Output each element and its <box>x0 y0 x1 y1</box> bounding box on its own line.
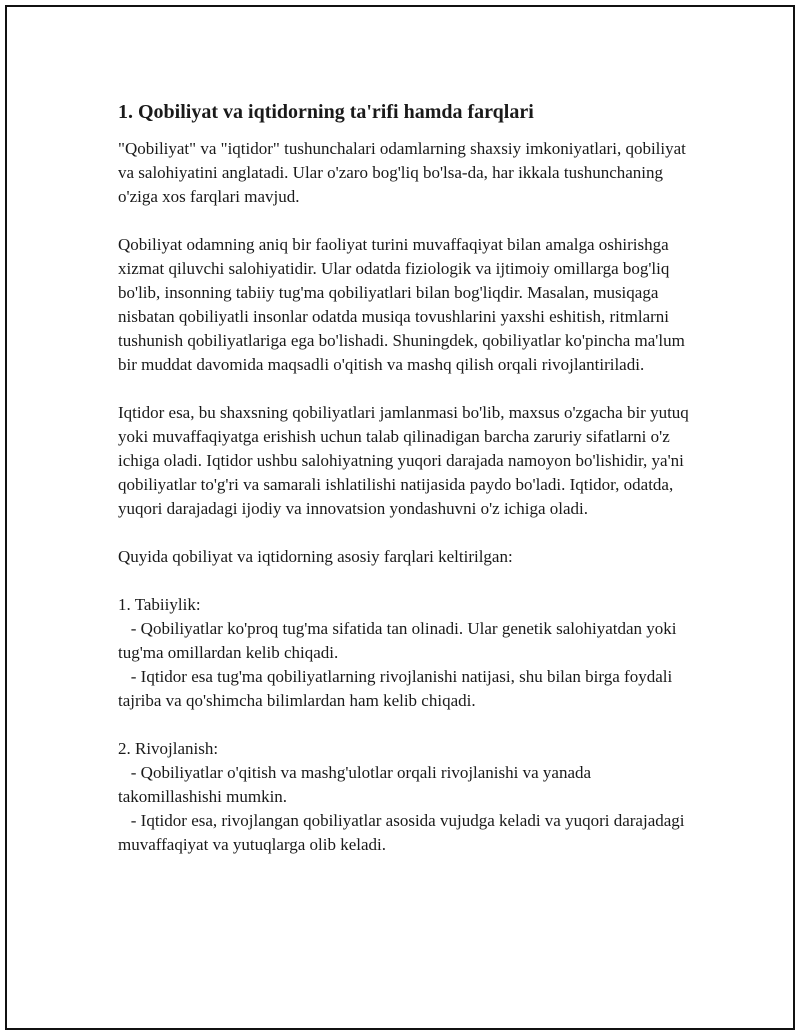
section-heading: 2. Rivojlanish: <box>118 739 219 758</box>
list-item-text: Qobiliyatlar ko'proq tug'ma sifatida tan olinadi. Ular genetik salohiyatdan yoki tug'ma omillardan kelib chiqadi. <box>118 619 677 662</box>
paragraph-differences-intro: Quyida qobiliyat va iqtidorning asosiy farqlari keltirilgan: <box>118 547 513 566</box>
list-item <box>118 809 698 857</box>
document-body <box>118 99 698 881</box>
bullet-dash: - <box>118 619 141 638</box>
list-item <box>118 761 698 809</box>
bullet-dash: - <box>118 763 141 782</box>
section-heading: 1. Tabiiylik: <box>118 595 201 614</box>
list-item-text: Qobiliyatlar o'qitish va mashg'ulotlar orqali rivojlanishi va yanada takomillashishi mumkin. <box>118 763 592 806</box>
document-page <box>5 5 795 1030</box>
list-item <box>118 617 698 665</box>
list-item <box>118 665 698 713</box>
bullet-dash: - <box>118 667 141 686</box>
section-tabiiylik <box>118 593 698 713</box>
list-item-text: Iqtidor esa, rivojlangan qobiliyatlar asosida vujudga keladi va yuqori darajadagi muvaffaqiyat va yutuqlarga olib keladi. <box>118 811 685 854</box>
paragraph-qobiliyat: Qobiliyat odamning aniq bir faoliyat turini muvaffaqiyat bilan amalga oshirishga xizmat qiluvchi salohiyatidir. Ular odatda fiziologik va ijtimoiy omillarga bog'liq bo'lib, insonning tabiiy tug'ma qobiliyatlari bilan bog'liqdir. Masalan, musiqaga nisbatan qobiliyatli insonlar odatda musiqa tovushlarini yaxshi eshitish, ritmlarni tushunish qobiliyatlariga ega bo'lishadi. Shuningdek, qobiliyatlar ko'pincha ma'lum bir muddat davomida maqsadli o'qitish va mashq qilish orqali rivojlantiriladi. <box>118 235 685 374</box>
list-item-text: Iqtidor esa tug'ma qobiliyatlarning rivojlanishi natijasi, shu bilan birga foydali tajriba va qo'shimcha bilimlardan ham kelib chiqadi. <box>118 667 673 710</box>
section-rivojlanish <box>118 737 698 857</box>
document-title: 1. Qobiliyat va iqtidorning ta'rifi hamda farqlari <box>118 101 534 123</box>
paragraph-iqtidor: Iqtidor esa, bu shaxsning qobiliyatlari jamlanmasi bo'lib, maxsus o'zgacha bir yutuq yoki muvaffaqiyatga erishish uchun talab qilinadigan barcha zaruriy sifatlarni o'z ichiga oladi. Iqtidor ushbu salohiyatning yuqori darajada namoyon bo'lishidir, ya'ni qobiliyatlar to'g'ri va samarali ishlatilishi natijasida paydo bo'ladi. Iqtidor, odatda, yuqori darajadagi ijodiy va innovatsion yondashuvni o'z ichiga oladi. <box>118 403 689 518</box>
paragraph-intro: "Qobiliyat" va "iqtidor" tushunchalari odamlarning shaxsiy imkoniyatlari, qobiliyat va salohiyatini anglatadi. Ular o'zaro bog'liq bo'lsa-da, har ikkala tushunchaning o'ziga xos farqlari mavjud. <box>118 139 686 206</box>
bullet-dash: - <box>118 811 141 830</box>
